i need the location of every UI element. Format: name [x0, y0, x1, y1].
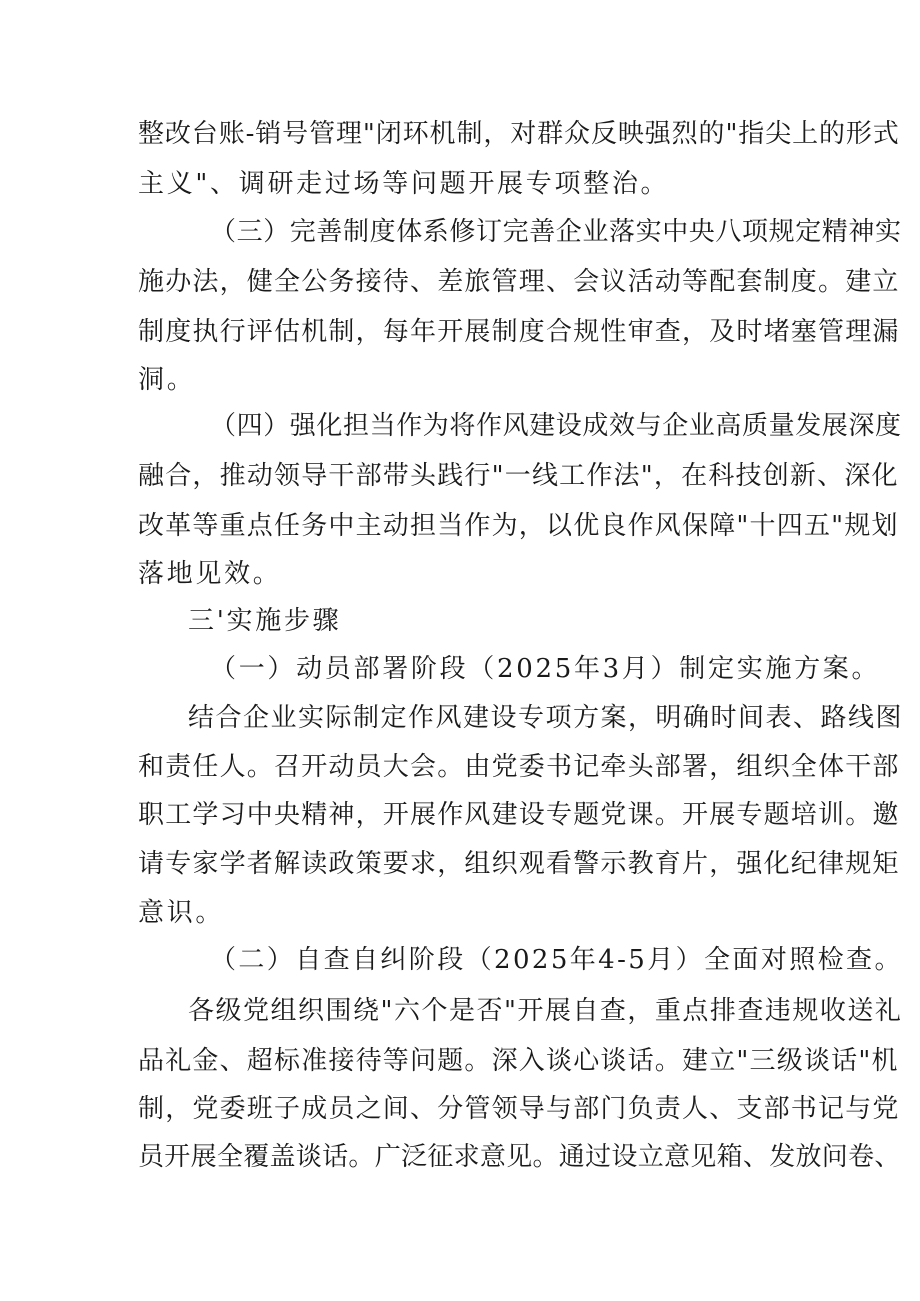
- body-text-line: 施办法，健全公务接待、差旅管理、会议活动等配套制度。建立: [138, 267, 900, 297]
- body-text-line: 改革等重点任务中主动担当作为，以优良作风保障"十四五"规划: [138, 511, 899, 541]
- section-four-heading-line: （四）强化担当作为将作风建设成效与企业高质量发展深度: [210, 411, 902, 441]
- body-text-line: 请专家学者解读政策要求，组织观看警示教育片，强化纪律规矩: [138, 849, 900, 879]
- body-text-line: 制，党委班子成员之间、分管领导与部门负责人、支部书记与党: [138, 1094, 900, 1124]
- body-text-line: 结合企业实际制定作风建设专项方案，明确时间表、路线图: [188, 703, 904, 733]
- body-text-line: 落地见效。: [138, 559, 282, 589]
- body-text-line: 洞。: [138, 365, 196, 395]
- body-text-line: 和责任人。召开动员大会。由党委书记牵头部署，组织全体干部: [138, 752, 900, 782]
- body-text-line: 品礼金、超标准接待等问题。深入谈心谈话。建立"三级谈话"机: [138, 1046, 899, 1076]
- chapter-heading: 三'实施步骤: [188, 606, 342, 636]
- body-text-line: 意识。: [138, 898, 225, 928]
- phase-two-heading: （二）自查自纠阶段（2025年4-5月）全面对照检查。: [210, 945, 903, 975]
- body-text-line: 整改台账-销号管理"闭环机制，对群众反映强烈的"指尖上的形式: [138, 119, 900, 149]
- body-text-line: 员开展全覆盖谈话。广泛征求意见。通过设立意见箱、发放问卷、: [138, 1142, 901, 1172]
- body-text-line: 主义"、调研走过场等问题开展专项整治。: [138, 169, 670, 199]
- body-text-line: 融合，推动领导干部带头践行"一线工作法"，在科技创新、深化: [138, 461, 899, 491]
- body-text-line: 职工学习中央精神，开展作风建设专题党课。开展专题培训。邀: [138, 800, 900, 830]
- section-three-heading-line: （三）完善制度体系修订完善企业落实中央八项规定精神实: [210, 217, 902, 247]
- body-text-line: 各级党组织围绕"六个是否"开展自查，重点排查违规收送礼: [188, 996, 903, 1026]
- phase-one-heading: （一）动员部署阶段（2025年3月）制定实施方案。: [210, 654, 881, 684]
- body-text-line: 制度执行评估机制，每年开展制度合规性审查，及时堵塞管理漏: [138, 317, 900, 347]
